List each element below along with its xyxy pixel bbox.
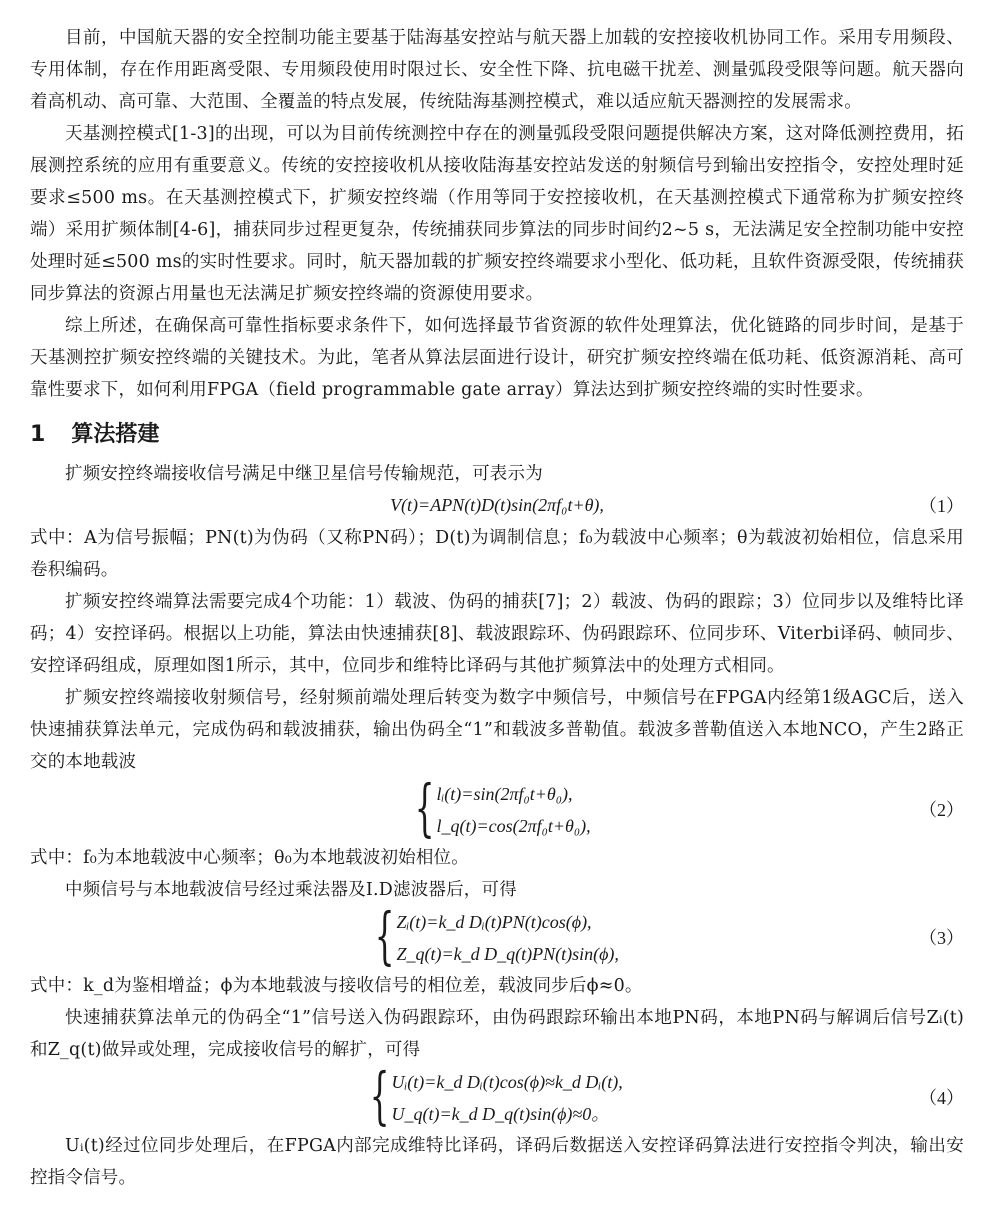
equation-3-line-1: Zᵢ(t)=k_d Dᵢ(t)PN(t)cos(ϕ), [396, 912, 592, 932]
equation-4-brace: { [369, 1059, 390, 1132]
equation-1-body: V(t)=APN(t)D(t)sin(2πf₀t+θ), [390, 495, 604, 515]
equation-3-number: （3） [919, 928, 964, 948]
section-paragraph-2: 式中：A为信号振幅；PN(t)为伪码（又称PN码）；D(t)为调制信息；f₀为载波中心频率；θ为载波初始相位，信息采用卷积编码。 [30, 528, 964, 580]
section-paragraph-7: 式中：k_d为鉴相增益；ϕ为本地载波与接收信号的相位差，载波同步后ϕ≈0。 [30, 976, 643, 996]
section-paragraph-1: 扩频安控终端接收信号满足中继卫星信号传输规范，可表示为 [65, 464, 543, 484]
equation-1 [30, 490, 964, 522]
section-heading [30, 420, 964, 450]
section-paragraph-9: Uᵢ(t)经过位同步处理后，在FPGA内部完成维特比译码，译码后数据送入安控译码算法进行安控指令判决，输出安控指令信号。 [30, 1136, 964, 1188]
section-number: 1 [30, 422, 46, 447]
intro-paragraph-3: 综上所述，在确保高可靠性指标要求条件下，如何选择最节省资源的软件处理算法，优化链路的同步时间，是基于天基测控扩频安控终端的关键技术。为此，笔者从算法层面进行设计，研究扩频安控终端在低功耗、低资源消耗、高可靠性要求下，如何利用FPGA（field programmable gate array）算法达到扩频安控终端的实时性要求。 [30, 316, 964, 400]
equation-2-line-2: l_q(t)=cos(2πf₀t+θ₀), [436, 816, 591, 836]
intro-paragraph-2: 天基测控模式[1-3]的出现，可以为目前传统测控中存在的测量弧段受限问题提供解决方案，这对降低测控费用，拓展测控系统的应用有重要意义。传统的安控接收机从接收陆海基安控站发送的射频信号到输出安控指令，安控处理时延要求≤500 ms。在天基测控模式下，扩频安控终端（作用等同于安控接收机，在天基测控模式下通常称为扩频安控终端）采用扩频体制[4-6]，捕获同步过程更复杂，传统捕获同步算法的同步时间约2~5 s，无法满足安全控制功能中安控处理时延≤500 ms的实时性要求。同时，航天器加载的扩频安控终端要求小型化、低功耗，且软件资源受限，传统捕获同步算法的资源占用量也无法满足扩频安控终端的资源使用要求。 [30, 124, 964, 304]
section-title: 算法搭建 [71, 422, 160, 447]
equation-2-number: （2） [919, 800, 964, 820]
equation-4 [30, 1059, 964, 1132]
equation-4-line-1: Uᵢ(t)=k_d Dᵢ(t)cos(ϕ)≈k_d Dᵢ(t), [391, 1072, 623, 1092]
equation-1-number: （1） [919, 496, 964, 516]
intro-paragraph-1: 目前，中国航天器的安全控制功能主要基于陆海基安控站与航天器上加载的安控接收机协同工作。采用专用频段、专用体制，存在作用距离受限、专用频段使用时限过长、安全性下降、抗电磁干扰差、测量弧段受限等问题。航天器向着高机动、高可靠、大范围、全覆盖的特点发展，传统陆海基测控模式，难以适应航天器测控的发展需求。 [30, 28, 964, 112]
equation-3-brace: { [374, 899, 395, 972]
equation-4-line-2: U_q(t)=k_d D_q(t)sin(ϕ)≈0。 [391, 1104, 610, 1124]
equation-2-brace: { [414, 771, 435, 844]
section-paragraph-8: 快速捕获算法单元的伪码全“1”信号送入伪码跟踪环，由伪码跟踪环输出本地PN码，本地PN码与解调后信号Zᵢ(t)和Z_q(t)做异或处理，完成接收信号的解扩，可得 [30, 1008, 964, 1060]
equation-3-line-2: Z_q(t)=k_d D_q(t)PN(t)sin(ϕ), [396, 944, 619, 964]
equation-3 [30, 899, 964, 972]
equation-2-line-1: lᵢ(t)=sin(2πf₀t+θ₀), [436, 784, 573, 804]
equation-2 [30, 771, 964, 844]
section-paragraph-3: 扩频安控终端算法需要完成4个功能：1）载波、伪码的捕获[7]；2）载波、伪码的跟踪；3）位同步以及维特比译码；4）安控译码。根据以上功能，算法由快速捕获[8]、载波跟踪环、伪码跟踪环、位同步环、Viterbi译码、帧同步、安控译码组成，原理如图1所示，其中，位同步和维特比译码与其他扩频算法中的处理方式相同。 [30, 592, 965, 676]
section-paragraph-5: 式中：f₀为本地载波中心频率；θ₀为本地载波初始相位。 [30, 848, 469, 868]
section-paragraph-4: 扩频安控终端接收射频信号，经射频前端处理后转变为数字中频信号，中频信号在FPGA内经第1级AGC后，送入快速捕获算法单元，完成伪码和载波捕获，输出伪码全“1”和载波多普勒值。载波多普勒值送入本地NCO，产生2路正交的本地载波 [30, 688, 964, 772]
equation-4-number: （4） [919, 1088, 964, 1108]
section-paragraph-6: 中频信号与本地载波信号经过乘法器及I.D滤波器后，可得 [65, 880, 517, 900]
